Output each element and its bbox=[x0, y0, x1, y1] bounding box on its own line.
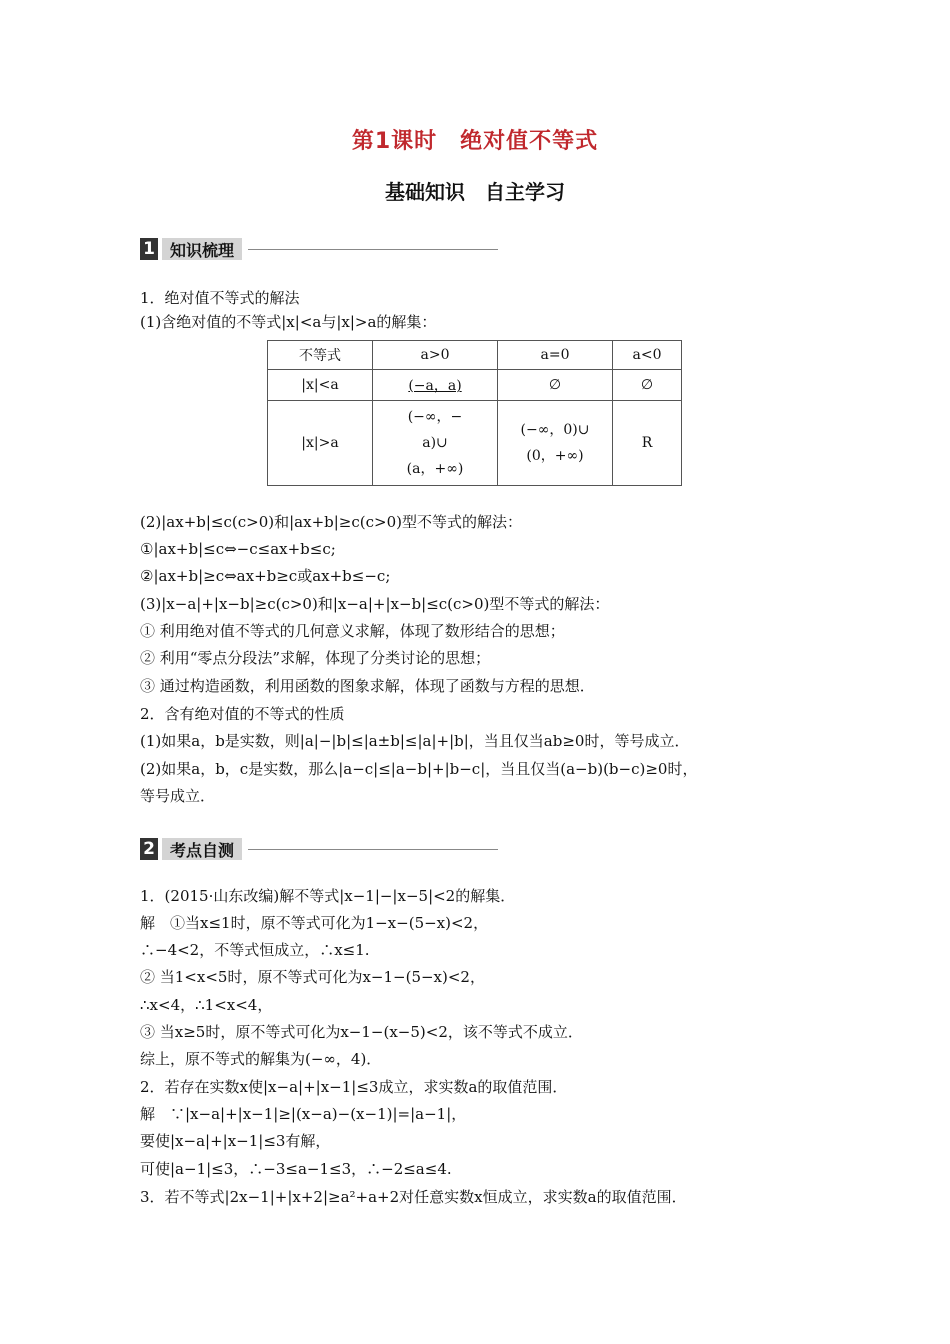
section-header-knowledge bbox=[140, 236, 498, 262]
text-line: 解 ∵|x−a|+|x−1|≥|(x−a)−(x−1)|=|a−1|， bbox=[140, 1105, 467, 1123]
text-line: 3．若不等式|2x−1|+|x+2|≥a²+a+2对任意实数x恒成立，求实数a的取值范围． bbox=[140, 1188, 687, 1206]
text-line: ∴x<4，∴1<x<4， bbox=[140, 996, 273, 1014]
text-line: 1．绝对值不等式的解法 bbox=[140, 289, 300, 307]
answer-underline: (−a，a) bbox=[408, 378, 462, 394]
text-line: 2．若存在实数x使|x−a|+|x−1|≤3成立，求实数a的取值范围． bbox=[140, 1078, 568, 1096]
section-rule bbox=[248, 249, 498, 250]
text-line: ② 当1<x<5时，原不等式可化为x−1−(5−x)<2， bbox=[140, 968, 485, 986]
table-cell bbox=[373, 401, 498, 486]
text-line: 1．(2015·山东改编)解不等式|x−1|−|x−5|<2的解集． bbox=[140, 887, 516, 905]
table-cell bbox=[373, 370, 498, 401]
text-line: ∴−4<2，不等式恒成立，∴x≤1. bbox=[140, 941, 370, 959]
page-title: 第1课时 绝对值不等式 bbox=[351, 129, 599, 154]
table-header-row bbox=[268, 341, 682, 370]
text-line: 等号成立． bbox=[140, 787, 216, 805]
text-line: 可使|a−1|≤3，∴−3≤a−1≤3，∴−2≤a≤4. bbox=[140, 1160, 452, 1178]
cell-line: (a，+∞) bbox=[406, 461, 464, 477]
cell-line: (−∞，0)∪ bbox=[520, 422, 590, 438]
text-line: 2．含有绝对值的不等式的性质 bbox=[140, 705, 345, 723]
text-line: (3)|x−a|+|x−b|≥c(c>0)和|x−a|+|x−b|≤c(c>0)型不等式的解法： bbox=[140, 595, 610, 613]
table-header-cell: 不等式 bbox=[268, 341, 373, 370]
text-line: (2)如果a，b，c是实数，那么|a−c|≤|a−b|+|b−c|，当且仅当(a−b)(b−c)≥0时， bbox=[140, 760, 698, 778]
text-line: ③ 通过构造函数，利用函数的图象求解，体现了函数与方程的思想． bbox=[140, 677, 595, 695]
text-line: (1)含绝对值的不等式|x|<a与|x|>a的解集： bbox=[140, 313, 437, 331]
text-line: 综上，原不等式的解集为(−∞，4)． bbox=[140, 1050, 382, 1068]
table-cell bbox=[498, 401, 613, 486]
section-number: 1 bbox=[140, 238, 158, 260]
text-line: 解 ①当x≤1时，原不等式可化为1−x−(5−x)<2， bbox=[140, 914, 489, 932]
table-header-cell: a=0 bbox=[498, 341, 613, 370]
section-header-self-test bbox=[140, 836, 498, 862]
solution-set-table bbox=[267, 340, 682, 486]
text-line: (2)|ax+b|≤c(c>0)和|ax+b|≥c(c>0)型不等式的解法： bbox=[140, 513, 522, 531]
table-cell: ∅ bbox=[613, 370, 682, 401]
table-cell: |x|<a bbox=[268, 370, 373, 401]
text-line: 要使|x−a|+|x−1|≤3有解， bbox=[140, 1132, 331, 1150]
text-line: (1)如果a，b是实数，则|a|−|b|≤|a±b|≤|a|+|b|，当且仅当ab≥0时，等号成立． bbox=[140, 732, 690, 750]
section-number: 2 bbox=[140, 838, 158, 860]
text-line: ③ 当x≥5时，原不等式可化为x−1−(x−5)<2，该不等式不成立． bbox=[140, 1023, 583, 1041]
table-cell: |x|>a bbox=[268, 401, 373, 486]
table-header-cell: a<0 bbox=[613, 341, 682, 370]
table-cell: R bbox=[613, 401, 682, 486]
page-subtitle: 基础知识 自主学习 bbox=[385, 180, 565, 204]
text-line: ② 利用“零点分段法”求解，体现了分类讨论的思想； bbox=[140, 649, 491, 667]
section-rule bbox=[248, 849, 498, 850]
text-line: ①|ax+b|≤c⇔−c≤ax+b≤c; bbox=[140, 540, 336, 558]
text-line: ① 利用绝对值不等式的几何意义求解，体现了数形结合的思想； bbox=[140, 622, 565, 640]
section-label: 知识梳理 bbox=[162, 238, 242, 260]
cell-line: (0，+∞) bbox=[526, 448, 584, 464]
table-row bbox=[268, 370, 682, 401]
table-row bbox=[268, 401, 682, 486]
table-cell: ∅ bbox=[498, 370, 613, 401]
table-header-cell: a>0 bbox=[373, 341, 498, 370]
cell-line: (−∞，− bbox=[407, 409, 463, 425]
section-label: 考点自测 bbox=[162, 838, 242, 860]
text-line: ②|ax+b|≥c⇔ax+b≥c或ax+b≤−c; bbox=[140, 567, 391, 585]
cell-line: a)∪ bbox=[422, 435, 448, 451]
